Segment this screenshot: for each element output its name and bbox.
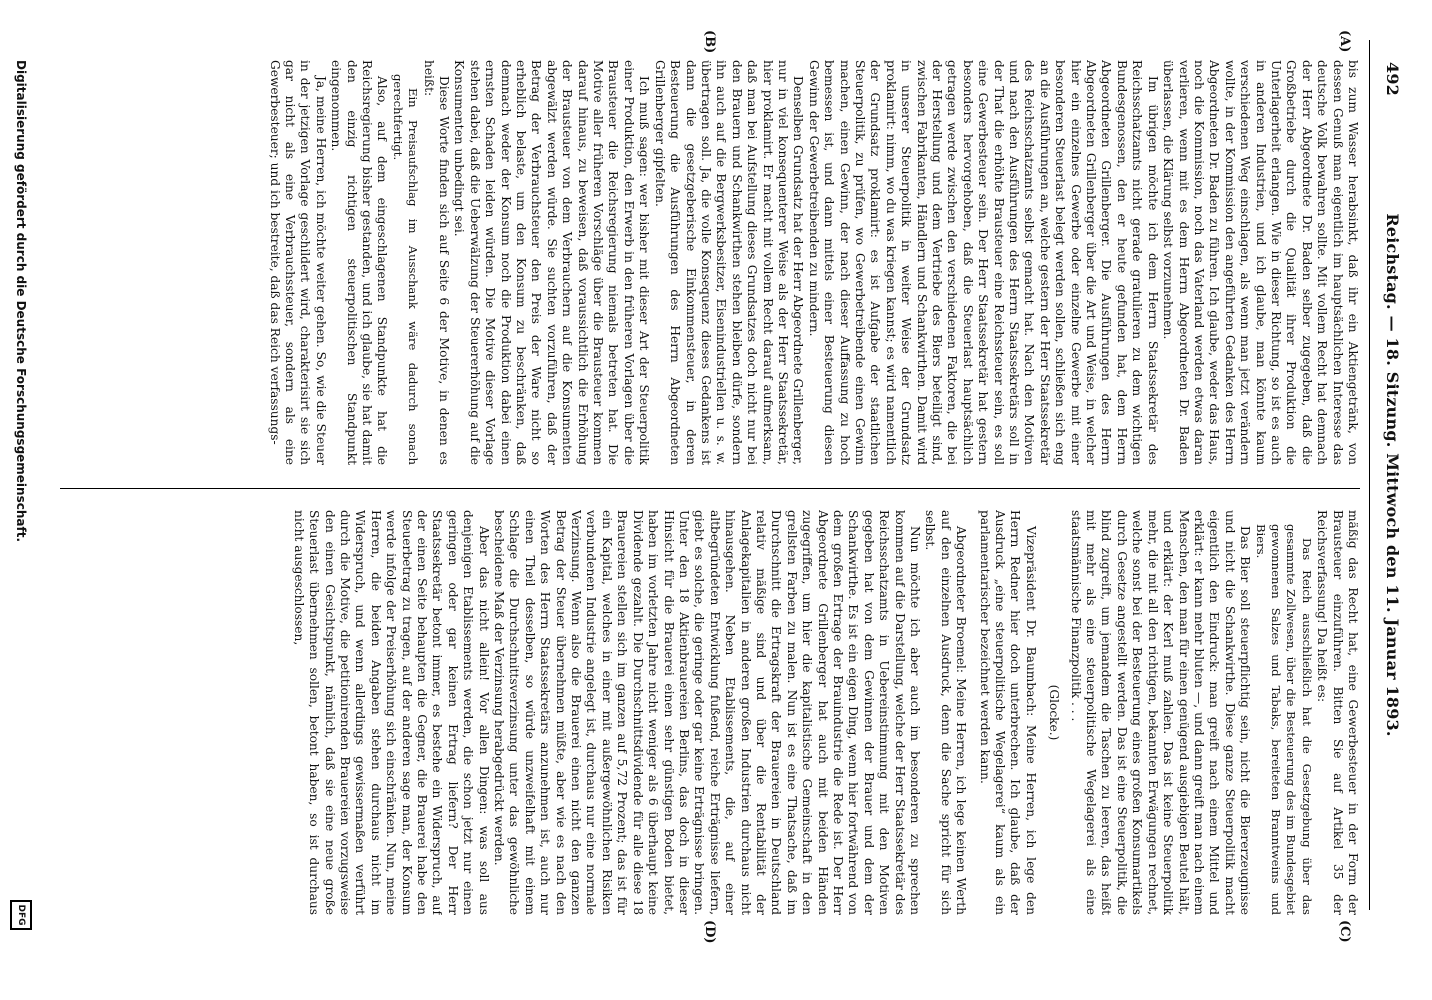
right-text-column <box>55 510 1360 915</box>
paragraph: Im übrigen möchte ich dem Herrn Staatssekretär des Reichsschatzamts nicht gerade gratulieren zu dem wichtigen Bundesgenossen, den er heute gefunden hat, dem Herrn Abgeordneten Grillenberger. Die Ausführungen des Herrn Abgeordneten Grillenberger über die Art und Weise, in welcher hier ein einzelnes Gewerbe oder einzelne Gewerbe mit einer besonderen Steuerlast belegt werden sollen, schließen sich eng an die Ausführungen an, welche gestern der Herr Staatssekretär des Reichsschatzamts selbst gemacht hat. Nach den Motiven und nach den Ausführungen des Herrn Staatssekretärs soll in der That die erhöhte Brausteuer eine Reichssteuer sein, es soll eine Gewerbesteuer sein. Der Herr Staatssekretär hat gestern besonders hervorgehoben, daß die Steuerlast hauptsächlich getragen werde zwischen den verschiedenen Faktoren, die bei der Herstellung und dem Vertriebe des Biers beteiligt sind, zwischen Fabrikanten, Händlern und Schankwirthen. Damit wird in unserer Steuerpolitik in weiter Weise der Grundsatz proklamirt: nimm, wo du was kriegen kannst; es wird namentlich der Grundsatz proklamirt: es ist Aufgabe der staatlichen Steuerpolitik, zu prüfen, wo Gewerbetreibende einen Gewinn machen, einen Gewinn, der nach dieser Auffassung zu hoch bemessen ist, und dann mittels einer Besteuerung diesen Gewinn der Gewerbetreibenden zu mindern. <box>806 60 1160 465</box>
paragraph: Ja, meine Herren, ich möchte weiter gehen. So, wie die Steuer in der jetzigen Vorlage geschildert wird, charakterisirt sie sich gar nicht als eine Verbrauchssteuer, sondern als eine Gewerbesteuer; und ich bestreite, daß das Reich verfassungs- <box>267 60 328 465</box>
paragraph: Also, auf dem eingeschlagenen Standpunkte hat die Reichsregierung bisher gestanden, und ich glaube, sie hat damit den einzig richtigen steuerpolitischen Standpunkt eingenommen. <box>329 60 390 465</box>
margin-marker-a: (A) <box>1337 30 1352 53</box>
paragraph: Ich muß sagen: wer bisher mit dieser Art der Steuerpolitik einer Produktion, den Erwerb in den früheren Vorlagen über die Brausteuer die Reichsregierung niemals betreten hat. Die Motive aller früheren Vorschläge über die Brausteuer kommen darauf hinaus, zu beweisen, daß voraussichtlich die Erhöhung der Brausteuer von dem Verbrauchern auf die Konsumenten abgewälzt werden würde. Sie suchten vorzuführen, daß der Betrag der Verbrauchsteuer den Preis der Ware nicht so erheblich belaste, um den Konsum zu beschränken, daß demnach weder der Konsum noch die Produktion dabei einen ernsten Schaden leiden würden. Die Motive dieser Vorlage stehen dabei, daß die Ueberwälzung der Steuererhöhung auf die Konsumenten unbedingt sei. <box>452 60 652 465</box>
paragraph: Aber das nicht allein! Vor allen Dingen: was soll aus denjenigen Etablissements werden, die schon jetzt nur einen geringen oder gar keinen Ertrag liefern? Der Herr Staatssekretär betont immer, es bestehe ein Widerspruch, auf der einen Seite behaupten die Gegner, die Brauerei habe den Steuerbetrag zu tragen, auf der anderen sage man, der Konsum werde infolge der Preiserhöhung sich einschränken. Nun, meine Herren, die beiden Angaben stehen durchaus nicht im Widerspruch, und wenn allerdings gewissermaßen verführt durch die Motive, die petitionirenden Brauereien vorzugsweise den einen Gesichtspunkt, nämlich, daß sie eine neue große Steuerlast übernehmen sollen, betont haben, so ist durchaus nicht ausgeschlossen, <box>291 510 491 915</box>
margin-marker-c: (C) <box>1337 920 1352 943</box>
quoted-passage: Das Reich ausschließlich hat die Gesetzgebung über das gesammte Zollwesen, über die Besteuerung des im Bundesgebiet gewonnenen Salzes und Tabaks, bereiteten Branntweins und Biers. <box>1253 524 1314 915</box>
paragraph: Nun möchte ich aber auch im besonderen zu sprechen kommen auf die Darstellung, welche der Herr Staatssekretär des Reichsschatzamts in Uebereinstimmung mit den Motiven gegeben hat von dem Gewinnen der Brauer und dem der Schankwirthe. Es ist ein eigen Ding, wenn hier fortwährend von dem großen Ertrage der Brauindustrie die Rede ist. Der Herr Abgeordnete Grillenberger hat auch mit beiden Händen zugegriffen, um hier die kapitalistische Gemeinschaft in den grellsten Farben zu malen. Nun ist es eine Thatsache, daß im Durchschnitt die Ertragskraft der Brauereien in Deutschland relativ mäßige sind und über die Rentabilität der Anlagekapitalien in anderen großen Industrien durchaus nicht hinausgehen. Neben Etablissements, die, auf einer altbegründeten Entwicklung fußend, reiche Erträgnisse liefern, giebt es solche, die geringe oder gar keine Erträgnisse bringen. Unter den 18 Aktienbrauereien Berlins, das doch in dieser Hinsicht für die Brauerei einen sehr günstigen Boden bietet, haben im vorletzten Jahre nicht weniger als 6 überhaupt keine Dividende gezahlt. Die Durchschnittsdividende für alle diese 18 Brauereien stellen sich im ganzen auf 5,72 Prozent; das ist für ein Kapital, welches in einer mit außergewöhnlichen Risiken verbundenen Industrie angelegt ist, durchaus nur eine normale Verzinsung. Wenn also die Brauerei einen nicht den ganzen Betrag der Steuer übernehmen müßte, aber wie es nach den Worten des Herrn Staatssekretärs anzunehmen ist, auch nur einen Theil desselben, so würde unzweifelhaft mit einem Schlage die Durchschnittsverzinsung unter das gewöhnliche bescheidene Maß der Verzinsung herabgedrückt werden. <box>492 510 923 915</box>
digitization-credit: Digitalisierung gefördert durch die Deutsche Forschungsgemeinschaft. <box>14 60 28 543</box>
paragraph: bis zum Wasser herabsinkt, daß ihr ein Aktiengetränk, von dessen Genuß man eigentlich im hauptsächlichen Interesse das deutsche Volk bewahren sollte. Mit vollem Recht hat demnach der Herr Abgeordnete Dr. Baden selber zugegeben, daß die Großbetriebe durch die Qualität ihrer Produktion die Unterlagerheit erlangen. Wie in dieser Richtung, so ist es auch in anderen Industrien, und ich glaube, man könnte kaum verschiedenen Weg einschlagen, als wenn man jetzt verändern wollte, in der Kommission den angeführten Gedanken des Herrn Abgeordneten Dr. Baden zu führen. Ich glaube, weder das Haus, noch die Kommission, noch das Vaterland werden etwas daran verlieren, wenn mit es dem Herrn Abgeordneten Dr. Baden überlassen, die Klärung selbst vorzunehmen. <box>1161 60 1360 465</box>
paragraph: Diese Worte finden sich auf Seite 6 der Motive, in denen es heißt: <box>421 60 452 465</box>
dfg-logo: DFG <box>10 900 32 930</box>
quoted-passage: Ein Preisaufschlag im Ausschank wäre dadurch sonach gerechtfertigt. <box>390 74 421 465</box>
page-footer <box>8 60 34 930</box>
paragraph: Das Bier soll steuerpflichtig sein, nicht die Biererzeugnisse und nicht die Schankwirthe. Diese ganze Steuerpolitik macht eigentlich den Eindruck: man greift nach einem Mittel und erklärt: er kann mehr bluten —, und dann greift man nach einem Menschen, den man für einen genügend ausgiebigen Beutel hält, und erklärt: der Kerl muß zahlen. Das ist keine Steuerpolitik mehr, die mit all den richtigen, bekannten Erwägungen rechnet, welche sonst bei der Besteuerung eines großen Konsumartikels durch Gesetze angestellt werden. Das ist eine Steuerpolitik, die blind zugreift, um jemandem die Taschen zu leeren, das heißt mit mehr als eine steuerpolitische Wegelagerei als eine staatsmännische Finanzpolitik . . . <box>1068 510 1253 915</box>
paragraph: Vizepräsident Dr. Baumbach: Meine Herren, ich lege den Herrn Redner hier doch unterbrechen. Ich glaube, daß der Ausdruck „eine steuerpolitische Wegelagerei“ kaum als ein parlamentarischer bezeichnet werden kann. <box>977 510 1038 915</box>
left-text-column <box>55 60 1360 465</box>
page-title: Reichstag. — 18. Sitzung. Mittwoch den 11. Januar 1893. <box>1383 213 1402 737</box>
column-divider <box>60 488 1360 489</box>
stage-note: (Glocke.) <box>1047 684 1062 741</box>
paragraph: Abgeordneter Broemel: Meine Herren, ich lege keinen Werth auf den einzelnen Ausdruck, denn die Sache spricht für sich selbst. <box>923 510 969 915</box>
page-number: 492 <box>1383 62 1402 96</box>
header-rule <box>1369 40 1370 910</box>
paragraph: mäßig das Recht hat, eine Gewerbesteuer in der Form der Brausteuer einzuführen. Bitten Sie auf Artikel 35 der Reichsverfassung! Da heißt es: <box>1315 510 1360 915</box>
margin-marker-d: (D) <box>702 920 717 944</box>
margin-marker-b: (B) <box>702 30 717 54</box>
page-header <box>1374 40 1414 910</box>
paragraph: Denselben Grundsatz hat der Herr Abgeordnete Grillenberger, nur in viel konsequenterer Weise als der Herr Staatssekretär, hier proklamirt. Er macht mit vollem Recht darauf aufmerksam, daß man bei Aufstellung dieses Grundsatzes doch nicht nur bei den Brauern und Schankwirthen stehen bleiben dürfe, sondern ihn auch auf die Bergwerksbesitzer, Eisenindustriellen u. s. w. übertragen soll. Ja, die volle Konsequenz dieses Gedankens ist dann die gesetzgeberische Einkommensteuer, in deren Besteuerung die Ausführungen des Herrn Abgeordneten Grillenberger gipfelten. <box>652 60 806 465</box>
